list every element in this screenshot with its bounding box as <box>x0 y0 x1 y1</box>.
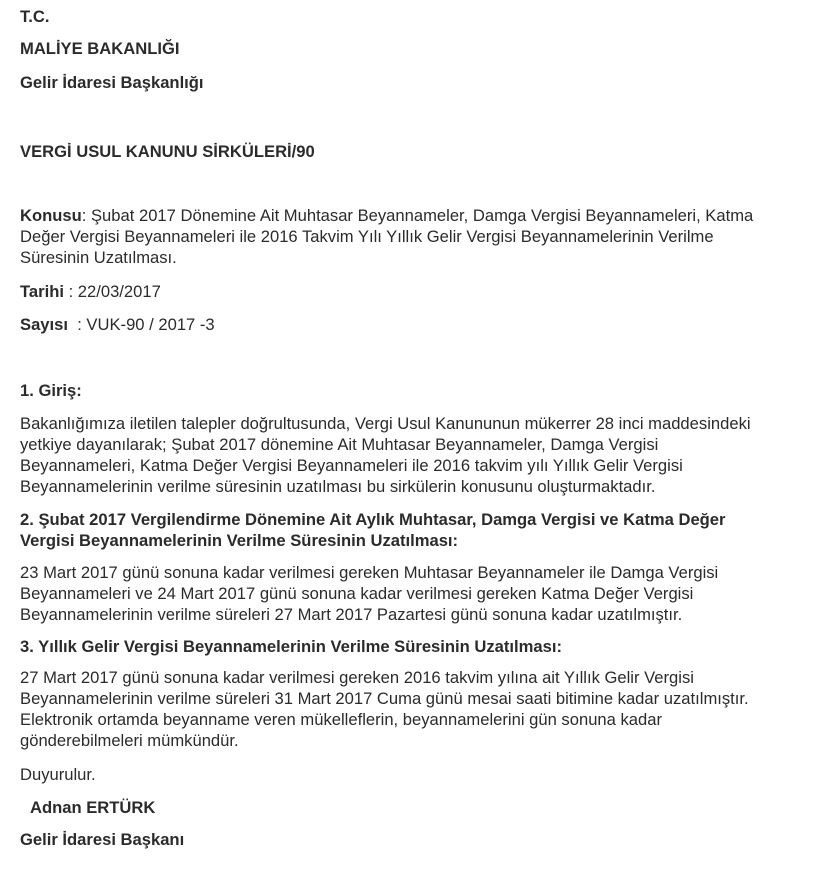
header-tc: T.C. <box>20 7 50 26</box>
closing-text: Duyurulur. <box>20 765 96 784</box>
section-2-heading <box>20 509 825 551</box>
header-ministry: MALİYE BAKANLIĞI <box>20 39 180 58</box>
date-label: Tarihi <box>20 282 64 301</box>
section-1-line: Bakanlığımıza iletilen talepler doğrultusunda, Vergi Usul Kanununun mükerrer 28 inci maddesindeki <box>20 414 751 433</box>
signatory-position: Gelir İdaresi Başkanı <box>20 830 185 849</box>
section-3-line: 27 Mart 2017 günü sonuna kadar verilmesi gereken 2016 takvim yılına ait Yıllık Gelir Vergisi <box>20 668 694 687</box>
subject-line-2: Değer Vergisi Beyannameleri ile 2016 Takvim Yılı Yıllık Gelir Vergisi Beyannamelerinin Verilme <box>20 227 714 246</box>
section-1-line: yetkiye dayanılarak; Şubat 2017 dönemine Ait Muhtasar Beyannameler, Damga Vergisi <box>20 435 659 454</box>
date-value: : 22/03/2017 <box>63 282 161 301</box>
section-2-heading-line: 2. Şubat 2017 Vergilendirme Dönemine Ait Aylık Muhtasar, Damga Vergisi ve Katma Değer <box>20 510 726 529</box>
section-3-line: Elektronik ortamda beyanname veren mükelleflerin, beyannamelerini gün sonuna kadar <box>20 710 662 729</box>
subject-line-3: Süresinin Uzatılması. <box>20 248 177 267</box>
subject-line-1: : Şubat 2017 Dönemine Ait Muhtasar Beyannameler, Damga Vergisi Beyannameleri, Katma <box>81 206 754 225</box>
number-row <box>20 314 215 335</box>
number-label: Sayısı <box>20 315 68 334</box>
signatory-name: Adnan ERTÜRK <box>30 798 156 817</box>
date-row <box>20 281 161 302</box>
section-2-line: 23 Mart 2017 günü sonuna kadar verilmesi gereken Muhtasar Beyannameler ile Damga Vergisi <box>20 563 719 582</box>
section-1-line: Beyannamelerinin verilme süresinin uzatılması bu sirkülerin konusunu oluşturmaktadır. <box>20 477 656 496</box>
subject-label: Konusu <box>20 206 82 225</box>
section-3-line: Beyannamelerinin verilme süreleri 31 Mart 2017 Cuma günü mesai saati bitimine kadar uzatılmıştır. <box>20 689 749 708</box>
section-2-body <box>20 562 825 625</box>
section-2-line: Beyannameleri ve 24 Mart 2017 günü sonuna kadar verilmesi gereken Katma Değer Vergisi <box>20 584 694 603</box>
section-3-body <box>20 667 825 751</box>
subject-block <box>20 205 825 268</box>
section-2-line: Beyannamelerinin verilme süreleri 27 Mart 2017 Pazartesi günü sonuna kadar uzatılmıştır. <box>20 605 683 624</box>
section-2-heading-line: Vergisi Beyannamelerinin Verilme Süresinin Uzatılması: <box>20 531 459 550</box>
section-3-heading: 3. Yıllık Gelir Vergisi Beyannamelerinin Verilme Süresinin Uzatılması: <box>20 637 562 656</box>
section-3-line: gönderebilmeleri mümkündür. <box>20 731 239 750</box>
circular-title: VERGİ USUL KANUNU SİRKÜLERİ/90 <box>20 142 315 161</box>
header-directorate: Gelir İdaresi Başkanlığı <box>20 73 204 92</box>
number-value: : VUK-90 / 2017 -3 <box>67 315 215 334</box>
section-1-heading: 1. Giriş: <box>20 381 82 400</box>
section-1-body <box>20 413 825 497</box>
section-1-line: Beyannameleri, Katma Değer Vergisi Beyannameleri ile 2016 takvim yılı Yıllık Gelir Vergisi <box>20 456 683 475</box>
